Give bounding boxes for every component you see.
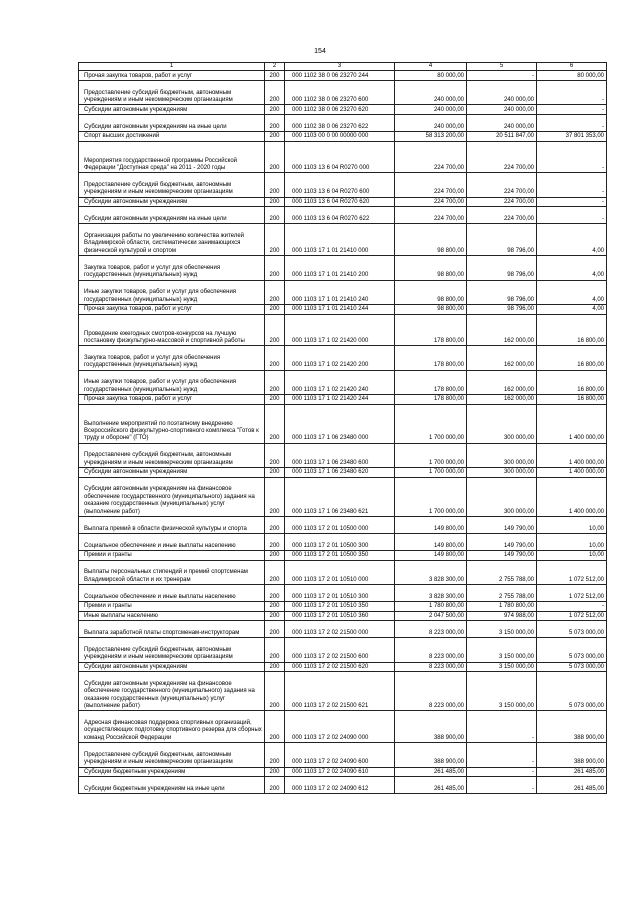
row-approved-amount: 178 800,00 <box>395 346 467 370</box>
row-code-line: 200 <box>265 585 285 602</box>
row-executed-amount: - <box>467 711 537 743</box>
row-approved-amount: 3 828 300,00 <box>395 560 467 584</box>
row-unexecuted-amount: 5 073 000,00 <box>537 638 607 662</box>
row-approved-amount: 224 700,00 <box>395 141 467 173</box>
row-code-line: 200 <box>265 71 285 81</box>
row-executed-amount: - <box>467 71 537 81</box>
row-name: Закупка товаров, работ и услуг для обеспечения государственных (муниципальных) нужд <box>79 256 265 280</box>
row-budget-code: 000 1103 13 6 04 R0270 000 <box>285 141 395 173</box>
row-approved-amount: 8 223 000,00 <box>395 638 467 662</box>
row-executed-amount: 240 000,00 <box>467 114 537 131</box>
row-budget-code: 000 1103 17 1 01 21410 000 <box>285 224 395 256</box>
column-header-1: 1 <box>79 63 265 71</box>
row-code-line: 200 <box>265 81 285 105</box>
row-executed-amount: 149 790,00 <box>467 551 537 561</box>
row-unexecuted-amount: 16 800,00 <box>537 370 607 394</box>
table-row <box>79 114 607 131</box>
row-unexecuted-amount: 388 900,00 <box>537 711 607 743</box>
row-code-line: 200 <box>265 621 285 638</box>
row-approved-amount: 2 047 500,00 <box>395 611 467 621</box>
row-code-line: 200 <box>265 767 285 777</box>
row-approved-amount: 3 828 300,00 <box>395 585 467 602</box>
table-row <box>79 207 607 224</box>
row-code-line: 200 <box>265 105 285 115</box>
row-approved-amount: 98 800,00 <box>395 256 467 280</box>
row-budget-code: 000 1103 17 1 02 21420 240 <box>285 370 395 394</box>
row-executed-amount: - <box>467 743 537 767</box>
row-code-line: 200 <box>265 602 285 612</box>
row-approved-amount: 98 800,00 <box>395 224 467 256</box>
row-approved-amount: 240 000,00 <box>395 105 467 115</box>
row-budget-code: 000 1103 17 2 02 21500 621 <box>285 672 395 711</box>
row-code-line: 200 <box>265 114 285 131</box>
row-code-line: 200 <box>265 207 285 224</box>
row-name: Предоставление субсидий бюджетным, автономным учреждениям и иным некоммерческим организациям <box>79 443 265 467</box>
row-executed-amount: 162 000,00 <box>467 346 537 370</box>
row-unexecuted-amount: 4,00 <box>537 280 607 304</box>
row-budget-code: 000 1102 38 0 06 23270 600 <box>285 81 395 105</box>
row-name: Иные выплаты населению <box>79 611 265 621</box>
row-approved-amount: 58 313 200,00 <box>395 131 467 141</box>
row-code-line: 200 <box>265 280 285 304</box>
row-code-line: 200 <box>265 477 285 516</box>
table-row <box>79 81 607 105</box>
column-header-2: 2 <box>265 63 285 71</box>
table-body <box>79 71 607 794</box>
row-budget-code: 000 1102 38 0 06 23270 622 <box>285 114 395 131</box>
row-executed-amount: 300 000,00 <box>467 404 537 443</box>
row-unexecuted-amount: 5 073 000,00 <box>537 672 607 711</box>
row-unexecuted-amount: 5 073 000,00 <box>537 621 607 638</box>
row-name: Прочая закупка товаров, работ и услуг <box>79 71 265 81</box>
row-unexecuted-amount: 1 072 512,00 <box>537 585 607 602</box>
row-name: Субсидии автономным учреждениям на финансовое обеспечение государственного (муниципального) задания на оказание государственных (муниципальных) услуг (выполнение работ) <box>79 477 265 516</box>
row-budget-code: 000 1103 00 0 00 00000 000 <box>285 131 395 141</box>
table-row <box>79 611 607 621</box>
row-unexecuted-amount: 1 072 512,00 <box>537 611 607 621</box>
row-budget-code: 000 1103 17 2 01 10510 000 <box>285 560 395 584</box>
row-name: Спорт высших достижений <box>79 131 265 141</box>
row-executed-amount: 2 755 788,00 <box>467 560 537 584</box>
row-unexecuted-amount: 80 000,00 <box>537 71 607 81</box>
row-name: Выплата заработной платы спортсменам-инструкторам <box>79 621 265 638</box>
row-unexecuted-amount: - <box>537 105 607 115</box>
row-executed-amount: 98 796,00 <box>467 224 537 256</box>
row-budget-code: 000 1103 17 2 02 21500 600 <box>285 638 395 662</box>
row-approved-amount: 261 485,00 <box>395 767 467 777</box>
row-unexecuted-amount: 261 485,00 <box>537 767 607 777</box>
row-budget-code: 000 1103 17 1 06 23480 621 <box>285 477 395 516</box>
row-unexecuted-amount: 10,00 <box>537 551 607 561</box>
row-executed-amount: 224 700,00 <box>467 207 537 224</box>
row-approved-amount: 388 900,00 <box>395 711 467 743</box>
row-name: Иные закупки товаров, работ и услуг для обеспечения государственных (муниципальных) нужд <box>79 370 265 394</box>
row-executed-amount: 3 150 000,00 <box>467 662 537 672</box>
row-executed-amount: 162 000,00 <box>467 370 537 394</box>
row-name: Иные закупки товаров, работ и услуг для обеспечения государственных (муниципальных) нужд <box>79 280 265 304</box>
row-unexecuted-amount: 4,00 <box>537 256 607 280</box>
budget-table <box>78 62 607 794</box>
row-approved-amount: 178 800,00 <box>395 395 467 405</box>
column-header-5: 5 <box>467 63 537 71</box>
row-name: Прочая закупка товаров, работ и услуг <box>79 395 265 405</box>
row-executed-amount: 224 700,00 <box>467 173 537 197</box>
table-row <box>79 346 607 370</box>
row-name: Предоставление субсидий бюджетным, автономным учреждениям и иным некоммерческим организациям <box>79 638 265 662</box>
row-name: Субсидии автономным учреждениям <box>79 105 265 115</box>
row-name: Субсидии автономным учреждениям <box>79 468 265 478</box>
row-budget-code: 000 1103 17 1 06 23480 600 <box>285 443 395 467</box>
row-unexecuted-amount: - <box>537 81 607 105</box>
row-code-line: 200 <box>265 173 285 197</box>
row-executed-amount: 3 150 000,00 <box>467 638 537 662</box>
row-budget-code: 000 1103 17 2 01 10510 360 <box>285 611 395 621</box>
row-executed-amount: 149 790,00 <box>467 534 537 551</box>
row-code-line: 200 <box>265 638 285 662</box>
table-row <box>79 560 607 584</box>
row-approved-amount: 224 700,00 <box>395 173 467 197</box>
row-name: Закупка товаров, работ и услуг для обеспечения государственных (муниципальных) нужд <box>79 346 265 370</box>
row-name: Выплата премий в области физической культуры и спорта <box>79 517 265 534</box>
row-unexecuted-amount: 1 072 512,00 <box>537 560 607 584</box>
row-executed-amount: 20 511 847,00 <box>467 131 537 141</box>
row-executed-amount: 240 000,00 <box>467 105 537 115</box>
row-code-line: 200 <box>265 672 285 711</box>
row-budget-code: 000 1103 17 2 02 21500 620 <box>285 662 395 672</box>
row-name: Субсидии автономным учреждениям <box>79 197 265 207</box>
table-row <box>79 743 607 767</box>
table-row <box>79 767 607 777</box>
table-row <box>79 304 607 314</box>
row-executed-amount: 3 150 000,00 <box>467 621 537 638</box>
row-executed-amount: 240 000,00 <box>467 81 537 105</box>
row-unexecuted-amount: 261 485,00 <box>537 777 607 794</box>
row-approved-amount: 1 700 000,00 <box>395 443 467 467</box>
row-budget-code: 000 1103 17 1 02 21420 000 <box>285 314 395 346</box>
row-approved-amount: 98 800,00 <box>395 304 467 314</box>
row-executed-amount: 149 790,00 <box>467 517 537 534</box>
table-row <box>79 404 607 443</box>
row-code-line: 200 <box>265 662 285 672</box>
row-budget-code: 000 1103 17 1 02 21420 200 <box>285 346 395 370</box>
table-row <box>79 256 607 280</box>
row-unexecuted-amount: 10,00 <box>537 517 607 534</box>
row-approved-amount: 80 000,00 <box>395 71 467 81</box>
column-header-6: 6 <box>537 63 607 71</box>
table-row <box>79 71 607 81</box>
row-name: Социальное обеспечение и иные выплаты населению <box>79 585 265 602</box>
row-budget-code: 000 1103 17 1 01 21410 200 <box>285 256 395 280</box>
row-budget-code: 000 1103 13 6 04 R0270 622 <box>285 207 395 224</box>
row-approved-amount: 98 800,00 <box>395 280 467 304</box>
row-approved-amount: 1 700 000,00 <box>395 404 467 443</box>
row-code-line: 200 <box>265 395 285 405</box>
row-name: Премии и гранты <box>79 602 265 612</box>
row-budget-code: 000 1103 17 2 01 10500 350 <box>285 551 395 561</box>
row-budget-code: 000 1103 17 2 01 10500 300 <box>285 534 395 551</box>
row-budget-code: 000 1103 17 1 01 21410 244 <box>285 304 395 314</box>
table-row <box>79 197 607 207</box>
row-code-line: 200 <box>265 551 285 561</box>
table-row <box>79 395 607 405</box>
table-row <box>79 131 607 141</box>
table-row <box>79 173 607 197</box>
row-name: Премии и гранты <box>79 551 265 561</box>
row-code-line: 200 <box>265 370 285 394</box>
row-budget-code: 000 1103 17 2 02 24090 612 <box>285 777 395 794</box>
row-unexecuted-amount: - <box>537 207 607 224</box>
row-code-line: 200 <box>265 346 285 370</box>
row-budget-code: 000 1103 17 1 02 21420 244 <box>285 395 395 405</box>
row-approved-amount: 178 800,00 <box>395 314 467 346</box>
row-code-line: 200 <box>265 777 285 794</box>
row-unexecuted-amount: 1 400 000,00 <box>537 443 607 467</box>
row-name: Социальное обеспечение и иные выплаты населению <box>79 534 265 551</box>
row-unexecuted-amount: 4,00 <box>537 224 607 256</box>
row-name: Предоставление субсидий бюджетным, автономным учреждениям и иным некоммерческим организациям <box>79 173 265 197</box>
row-name: Организация работы по увеличению количества жителей Владимирской области, систематически занимающихся физической культурой и спортом <box>79 224 265 256</box>
row-code-line: 200 <box>265 534 285 551</box>
row-budget-code: 000 1102 38 0 06 23270 620 <box>285 105 395 115</box>
row-approved-amount: 149 800,00 <box>395 551 467 561</box>
row-budget-code: 000 1103 17 1 06 23480 620 <box>285 468 395 478</box>
row-name: Субсидии бюджетным учреждениям <box>79 767 265 777</box>
table-row <box>79 314 607 346</box>
row-unexecuted-amount: - <box>537 602 607 612</box>
row-executed-amount: 224 700,00 <box>467 141 537 173</box>
row-code-line: 200 <box>265 560 285 584</box>
row-code-line: 200 <box>265 468 285 478</box>
table-row <box>79 602 607 612</box>
row-name: Субсидии автономным учреждениям на иные цели <box>79 207 265 224</box>
row-executed-amount: 162 000,00 <box>467 395 537 405</box>
row-budget-code: 000 1103 13 6 04 R0270 620 <box>285 197 395 207</box>
column-header-3: 3 <box>285 63 395 71</box>
row-budget-code: 000 1103 17 2 01 10500 000 <box>285 517 395 534</box>
row-approved-amount: 1 700 000,00 <box>395 468 467 478</box>
row-approved-amount: 261 485,00 <box>395 777 467 794</box>
row-code-line: 200 <box>265 304 285 314</box>
row-executed-amount: 300 000,00 <box>467 468 537 478</box>
row-name: Мероприятия государственной программы Российской Федерации "Доступная среда" на 2011 - 2020 годы <box>79 141 265 173</box>
table-header-row <box>79 63 607 71</box>
row-approved-amount: 1 700 000,00 <box>395 477 467 516</box>
row-unexecuted-amount: 388 900,00 <box>537 743 607 767</box>
table-row <box>79 662 607 672</box>
row-unexecuted-amount: 16 800,00 <box>537 346 607 370</box>
row-budget-code: 000 1103 17 1 01 21410 240 <box>285 280 395 304</box>
row-unexecuted-amount: 16 800,00 <box>537 395 607 405</box>
table-row <box>79 105 607 115</box>
row-approved-amount: 224 700,00 <box>395 207 467 224</box>
row-unexecuted-amount: 10,00 <box>537 534 607 551</box>
row-name: Адресная финансовая поддержка спортивных организаций, осуществляющих подготовку спортивного резерва для сборных команд Российской Федерации <box>79 711 265 743</box>
row-code-line: 200 <box>265 197 285 207</box>
row-executed-amount: 974 988,00 <box>467 611 537 621</box>
row-unexecuted-amount: - <box>537 141 607 173</box>
row-name: Субсидии автономным учреждениям <box>79 662 265 672</box>
table-row <box>79 443 607 467</box>
row-executed-amount: 1 780 800,00 <box>467 602 537 612</box>
table-row <box>79 224 607 256</box>
row-unexecuted-amount: 5 073 000,00 <box>537 662 607 672</box>
row-executed-amount: 2 755 788,00 <box>467 585 537 602</box>
row-executed-amount: 224 700,00 <box>467 197 537 207</box>
row-unexecuted-amount: 37 801 353,00 <box>537 131 607 141</box>
row-name: Прочая закупка товаров, работ и услуг <box>79 304 265 314</box>
row-unexecuted-amount: - <box>537 197 607 207</box>
column-header-4: 4 <box>395 63 467 71</box>
row-approved-amount: 240 000,00 <box>395 81 467 105</box>
row-name: Предоставление субсидий бюджетным, автономным учреждениям и иным некоммерческим организациям <box>79 743 265 767</box>
row-name: Субсидии автономным учреждениям на иные цели <box>79 114 265 131</box>
row-executed-amount: 300 000,00 <box>467 477 537 516</box>
table-row <box>79 551 607 561</box>
row-code-line: 200 <box>265 443 285 467</box>
row-approved-amount: 149 800,00 <box>395 517 467 534</box>
row-approved-amount: 1 780 800,00 <box>395 602 467 612</box>
row-unexecuted-amount: 16 800,00 <box>537 314 607 346</box>
table-row <box>79 141 607 173</box>
table-row <box>79 777 607 794</box>
row-executed-amount: 98 796,00 <box>467 304 537 314</box>
row-name: Проведение ежегодных смотров-конкурсов на лучшую постановку физкультурно-массовой и спортивной работы <box>79 314 265 346</box>
row-budget-code: 000 1103 17 2 01 10510 300 <box>285 585 395 602</box>
table-row <box>79 517 607 534</box>
row-code-line: 200 <box>265 711 285 743</box>
row-code-line: 200 <box>265 224 285 256</box>
row-budget-code: 000 1102 38 0 06 23270 244 <box>285 71 395 81</box>
row-approved-amount: 224 700,00 <box>395 197 467 207</box>
row-code-line: 200 <box>265 517 285 534</box>
table-row <box>79 672 607 711</box>
row-unexecuted-amount: 1 400 000,00 <box>537 468 607 478</box>
row-executed-amount: - <box>467 777 537 794</box>
table-row <box>79 638 607 662</box>
row-executed-amount: - <box>467 767 537 777</box>
row-name: Выполнение мероприятий по поэтапному внедрению Всероссийского физкультурно-спортивного комплекса "Готов к труду и обороне" (ГТО) <box>79 404 265 443</box>
row-name: Предоставление субсидий бюджетным, автономным учреждениям и иным некоммерческим организациям <box>79 81 265 105</box>
row-code-line: 200 <box>265 141 285 173</box>
row-budget-code: 000 1103 17 1 06 23480 000 <box>285 404 395 443</box>
row-unexecuted-amount: - <box>537 114 607 131</box>
row-budget-code: 000 1103 17 2 02 24090 610 <box>285 767 395 777</box>
row-budget-code: 000 1103 13 6 04 R0270 600 <box>285 173 395 197</box>
row-budget-code: 000 1103 17 2 02 21500 000 <box>285 621 395 638</box>
table-row <box>79 468 607 478</box>
row-executed-amount: 98 796,00 <box>467 256 537 280</box>
table-row <box>79 534 607 551</box>
row-approved-amount: 240 000,00 <box>395 114 467 131</box>
table-row <box>79 585 607 602</box>
table-row <box>79 370 607 394</box>
row-approved-amount: 8 223 000,00 <box>395 672 467 711</box>
row-executed-amount: 3 150 000,00 <box>467 672 537 711</box>
row-name: Субсидии бюджетным учреждениям на иные цели <box>79 777 265 794</box>
row-code-line: 200 <box>265 314 285 346</box>
row-unexecuted-amount: 1 400 000,00 <box>537 477 607 516</box>
row-code-line: 200 <box>265 256 285 280</box>
row-approved-amount: 178 800,00 <box>395 370 467 394</box>
table-row <box>79 711 607 743</box>
row-name: Выплаты персональных стипендий и премий спортсменам Владимирской области и их тренерам <box>79 560 265 584</box>
row-code-line: 200 <box>265 131 285 141</box>
row-unexecuted-amount: - <box>537 173 607 197</box>
table-row <box>79 621 607 638</box>
row-executed-amount: 162 000,00 <box>467 314 537 346</box>
row-code-line: 200 <box>265 743 285 767</box>
row-executed-amount: 300 000,00 <box>467 443 537 467</box>
row-approved-amount: 8 223 000,00 <box>395 621 467 638</box>
row-name: Субсидии автономным учреждениям на финансовое обеспечение государственного (муниципального) задания на оказание государственных (муниципальных) услуг (выполнение работ) <box>79 672 265 711</box>
row-approved-amount: 8 223 000,00 <box>395 662 467 672</box>
table-row <box>79 477 607 516</box>
row-budget-code: 000 1103 17 2 02 24090 000 <box>285 711 395 743</box>
row-executed-amount: 98 796,00 <box>467 280 537 304</box>
row-approved-amount: 388 900,00 <box>395 743 467 767</box>
row-code-line: 200 <box>265 611 285 621</box>
row-unexecuted-amount: 1 400 000,00 <box>537 404 607 443</box>
table-row <box>79 280 607 304</box>
row-code-line: 200 <box>265 404 285 443</box>
row-budget-code: 000 1103 17 2 02 24090 600 <box>285 743 395 767</box>
page-number: 154 <box>314 48 326 55</box>
row-approved-amount: 149 800,00 <box>395 534 467 551</box>
row-budget-code: 000 1103 17 2 01 10510 350 <box>285 602 395 612</box>
row-unexecuted-amount: 4,00 <box>537 304 607 314</box>
